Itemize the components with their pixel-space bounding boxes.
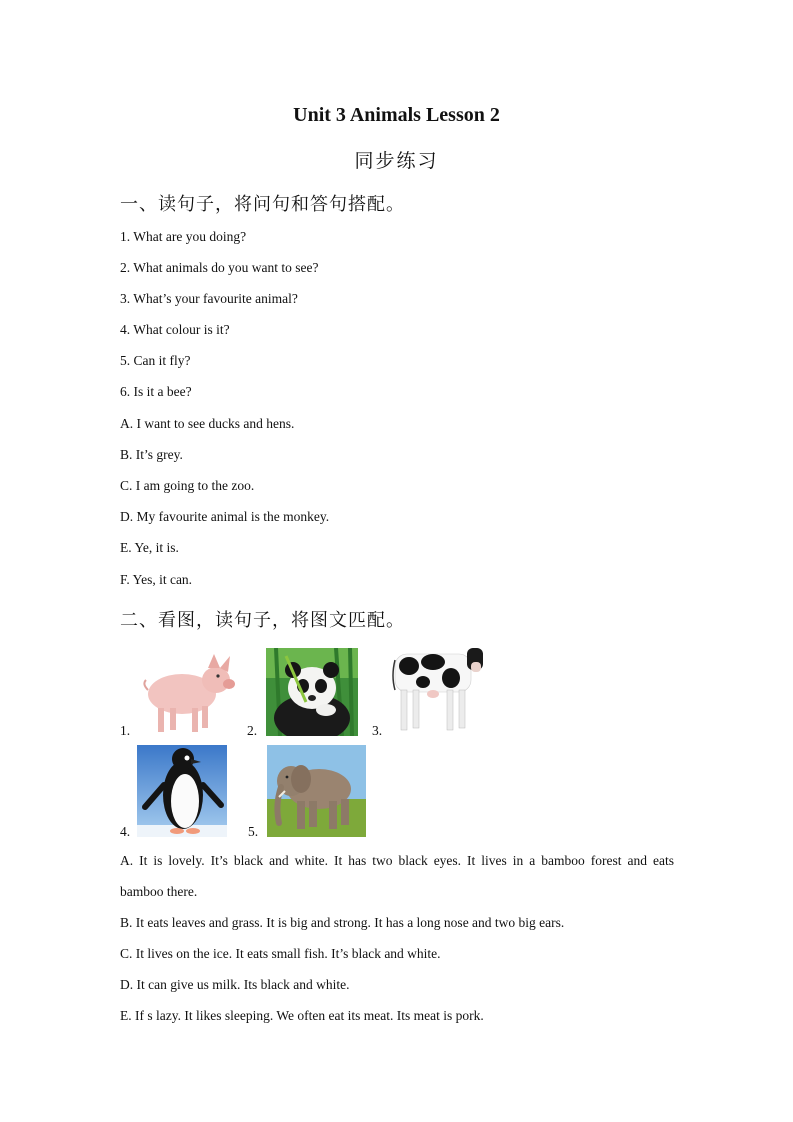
question-6: 6. Is it a bee? [120,384,192,399]
answer-d: D. My favourite animal is the monkey. [120,509,330,524]
question-2: 2. What animals do you want to see? [120,260,319,275]
answer-e: E. Ye, it is. [120,540,179,555]
section2-heading: 二、看图，读句子，将图文匹配。 [120,610,405,631]
answer-c: C. I am going to the zoo. [120,478,255,493]
penguin-picture [137,745,227,837]
sentence-d: D. It can give us milk. Its black and white. [120,977,350,992]
picture-number-2: 2. [247,723,258,738]
sentence-e: E. If s lazy. It likes sleeping. We often eat its meat. Its meat is pork. [120,1008,484,1023]
page-title: Unit 3 Animals Lesson 2 [293,104,500,126]
cow-picture [389,640,489,736]
sentence-c: C. It lives on the ice. It eats small fish. It’s black and white. [120,946,441,961]
picture-number-1: 1. [120,723,131,738]
answer-b: B. It’s grey. [120,447,183,462]
question-3: 3. What’s your favourite animal? [120,291,298,306]
question-5: 5. Can it fly? [120,353,191,368]
question-1: 1. What are you doing? [120,229,247,244]
answer-f: F. Yes, it can. [120,572,193,587]
answer-a: A. I want to see ducks and hens. [120,416,295,431]
sentence-a-line1: A. It is lovely. It’s black and white. It has two black eyes. It lives in a bamboo forest and eats [120,853,674,868]
picture-number-4: 4. [120,824,131,839]
question-4: 4. What colour is it? [120,322,230,337]
pig-picture [138,646,236,736]
picture-number-5: 5. [248,824,259,839]
panda-picture [266,648,358,736]
sentence-b: B. It eats leaves and grass. It is big and strong. It has a long nose and two big ears. [120,915,565,930]
sentence-a-line2: bamboo there. [120,884,198,899]
page-subtitle: 同步练习 [354,150,439,172]
picture-number-3: 3. [372,723,383,738]
section1-heading: 一、读句子，将问句和答句搭配。 [120,194,405,215]
elephant-picture [267,745,366,837]
